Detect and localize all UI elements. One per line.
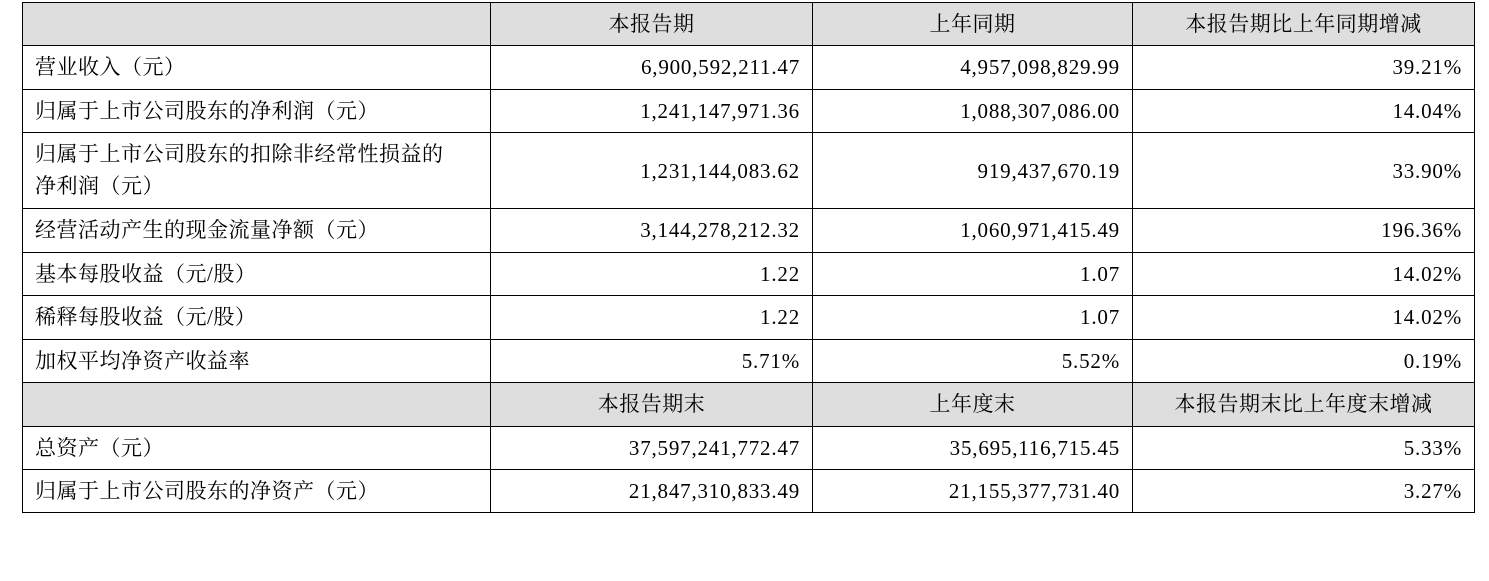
row-current-deducted-net-profit: 1,231,144,083.62	[491, 133, 813, 209]
table-row	[23, 339, 1475, 382]
table-row	[23, 296, 1475, 339]
row-change-net-assets: 3.27%	[1133, 469, 1475, 512]
header-cell-previous-period: 上年同期	[813, 3, 1133, 46]
row-change-net-profit: 14.04%	[1133, 89, 1475, 132]
header-cell-blank-2	[23, 383, 491, 426]
header-cell-blank	[23, 3, 491, 46]
table-row	[23, 133, 1475, 209]
row-change-revenue: 39.21%	[1133, 46, 1475, 89]
table-row	[23, 426, 1475, 469]
row-label-basic-eps: 基本每股收益（元/股）	[23, 252, 491, 295]
row-previous-total-assets: 35,695,116,715.45	[813, 426, 1133, 469]
financial-summary-sheet	[0, 2, 1489, 581]
row-label-deducted-net-profit	[23, 133, 491, 209]
row-current-basic-eps: 1.22	[491, 252, 813, 295]
header-cell-previous-year-end: 上年度末	[813, 383, 1133, 426]
row-current-net-profit: 1,241,147,971.36	[491, 89, 813, 132]
table-row	[23, 46, 1475, 89]
header-cell-current-period-end: 本报告期末	[491, 383, 813, 426]
row-label-net-assets: 归属于上市公司股东的净资产（元）	[23, 469, 491, 512]
table-header-row-period	[23, 3, 1475, 46]
row-label-deducted-net-profit-text: 归属于上市公司股东的扣除非经常性损益的净利润（元）	[35, 142, 444, 198]
table-header-row-period-end	[23, 383, 1475, 426]
header-cell-period-change: 本报告期比上年同期增减	[1133, 3, 1475, 46]
row-previous-deducted-net-profit: 919,437,670.19	[813, 133, 1133, 209]
row-label-revenue: 营业收入（元）	[23, 46, 491, 89]
row-previous-revenue: 4,957,098,829.99	[813, 46, 1133, 89]
row-previous-diluted-eps: 1.07	[813, 296, 1133, 339]
header-cell-current-period: 本报告期	[491, 3, 813, 46]
row-label-weighted-roe: 加权平均净资产收益率	[23, 339, 491, 382]
row-label-diluted-eps: 稀释每股收益（元/股）	[23, 296, 491, 339]
row-current-diluted-eps: 1.22	[491, 296, 813, 339]
row-change-diluted-eps: 14.02%	[1133, 296, 1475, 339]
row-previous-weighted-roe: 5.52%	[813, 339, 1133, 382]
row-current-total-assets: 37,597,241,772.47	[491, 426, 813, 469]
row-previous-net-assets: 21,155,377,731.40	[813, 469, 1133, 512]
row-previous-net-profit: 1,088,307,086.00	[813, 89, 1133, 132]
table-row	[23, 252, 1475, 295]
table-row	[23, 89, 1475, 132]
row-label-net-profit: 归属于上市公司股东的净利润（元）	[23, 89, 491, 132]
table-row	[23, 209, 1475, 252]
row-change-basic-eps: 14.02%	[1133, 252, 1475, 295]
row-change-total-assets: 5.33%	[1133, 426, 1475, 469]
row-change-deducted-net-profit: 33.90%	[1133, 133, 1475, 209]
row-current-weighted-roe: 5.71%	[491, 339, 813, 382]
row-change-operating-cash-flow: 196.36%	[1133, 209, 1475, 252]
row-current-operating-cash-flow: 3,144,278,212.32	[491, 209, 813, 252]
row-current-revenue: 6,900,592,211.47	[491, 46, 813, 89]
row-previous-basic-eps: 1.07	[813, 252, 1133, 295]
financial-summary-table	[22, 2, 1475, 513]
row-previous-operating-cash-flow: 1,060,971,415.49	[813, 209, 1133, 252]
header-cell-period-end-change: 本报告期末比上年度末增减	[1133, 383, 1475, 426]
row-label-operating-cash-flow: 经营活动产生的现金流量净额（元）	[23, 209, 491, 252]
row-current-net-assets: 21,847,310,833.49	[491, 469, 813, 512]
row-change-weighted-roe: 0.19%	[1133, 339, 1475, 382]
table-row	[23, 469, 1475, 512]
row-label-total-assets: 总资产（元）	[23, 426, 491, 469]
